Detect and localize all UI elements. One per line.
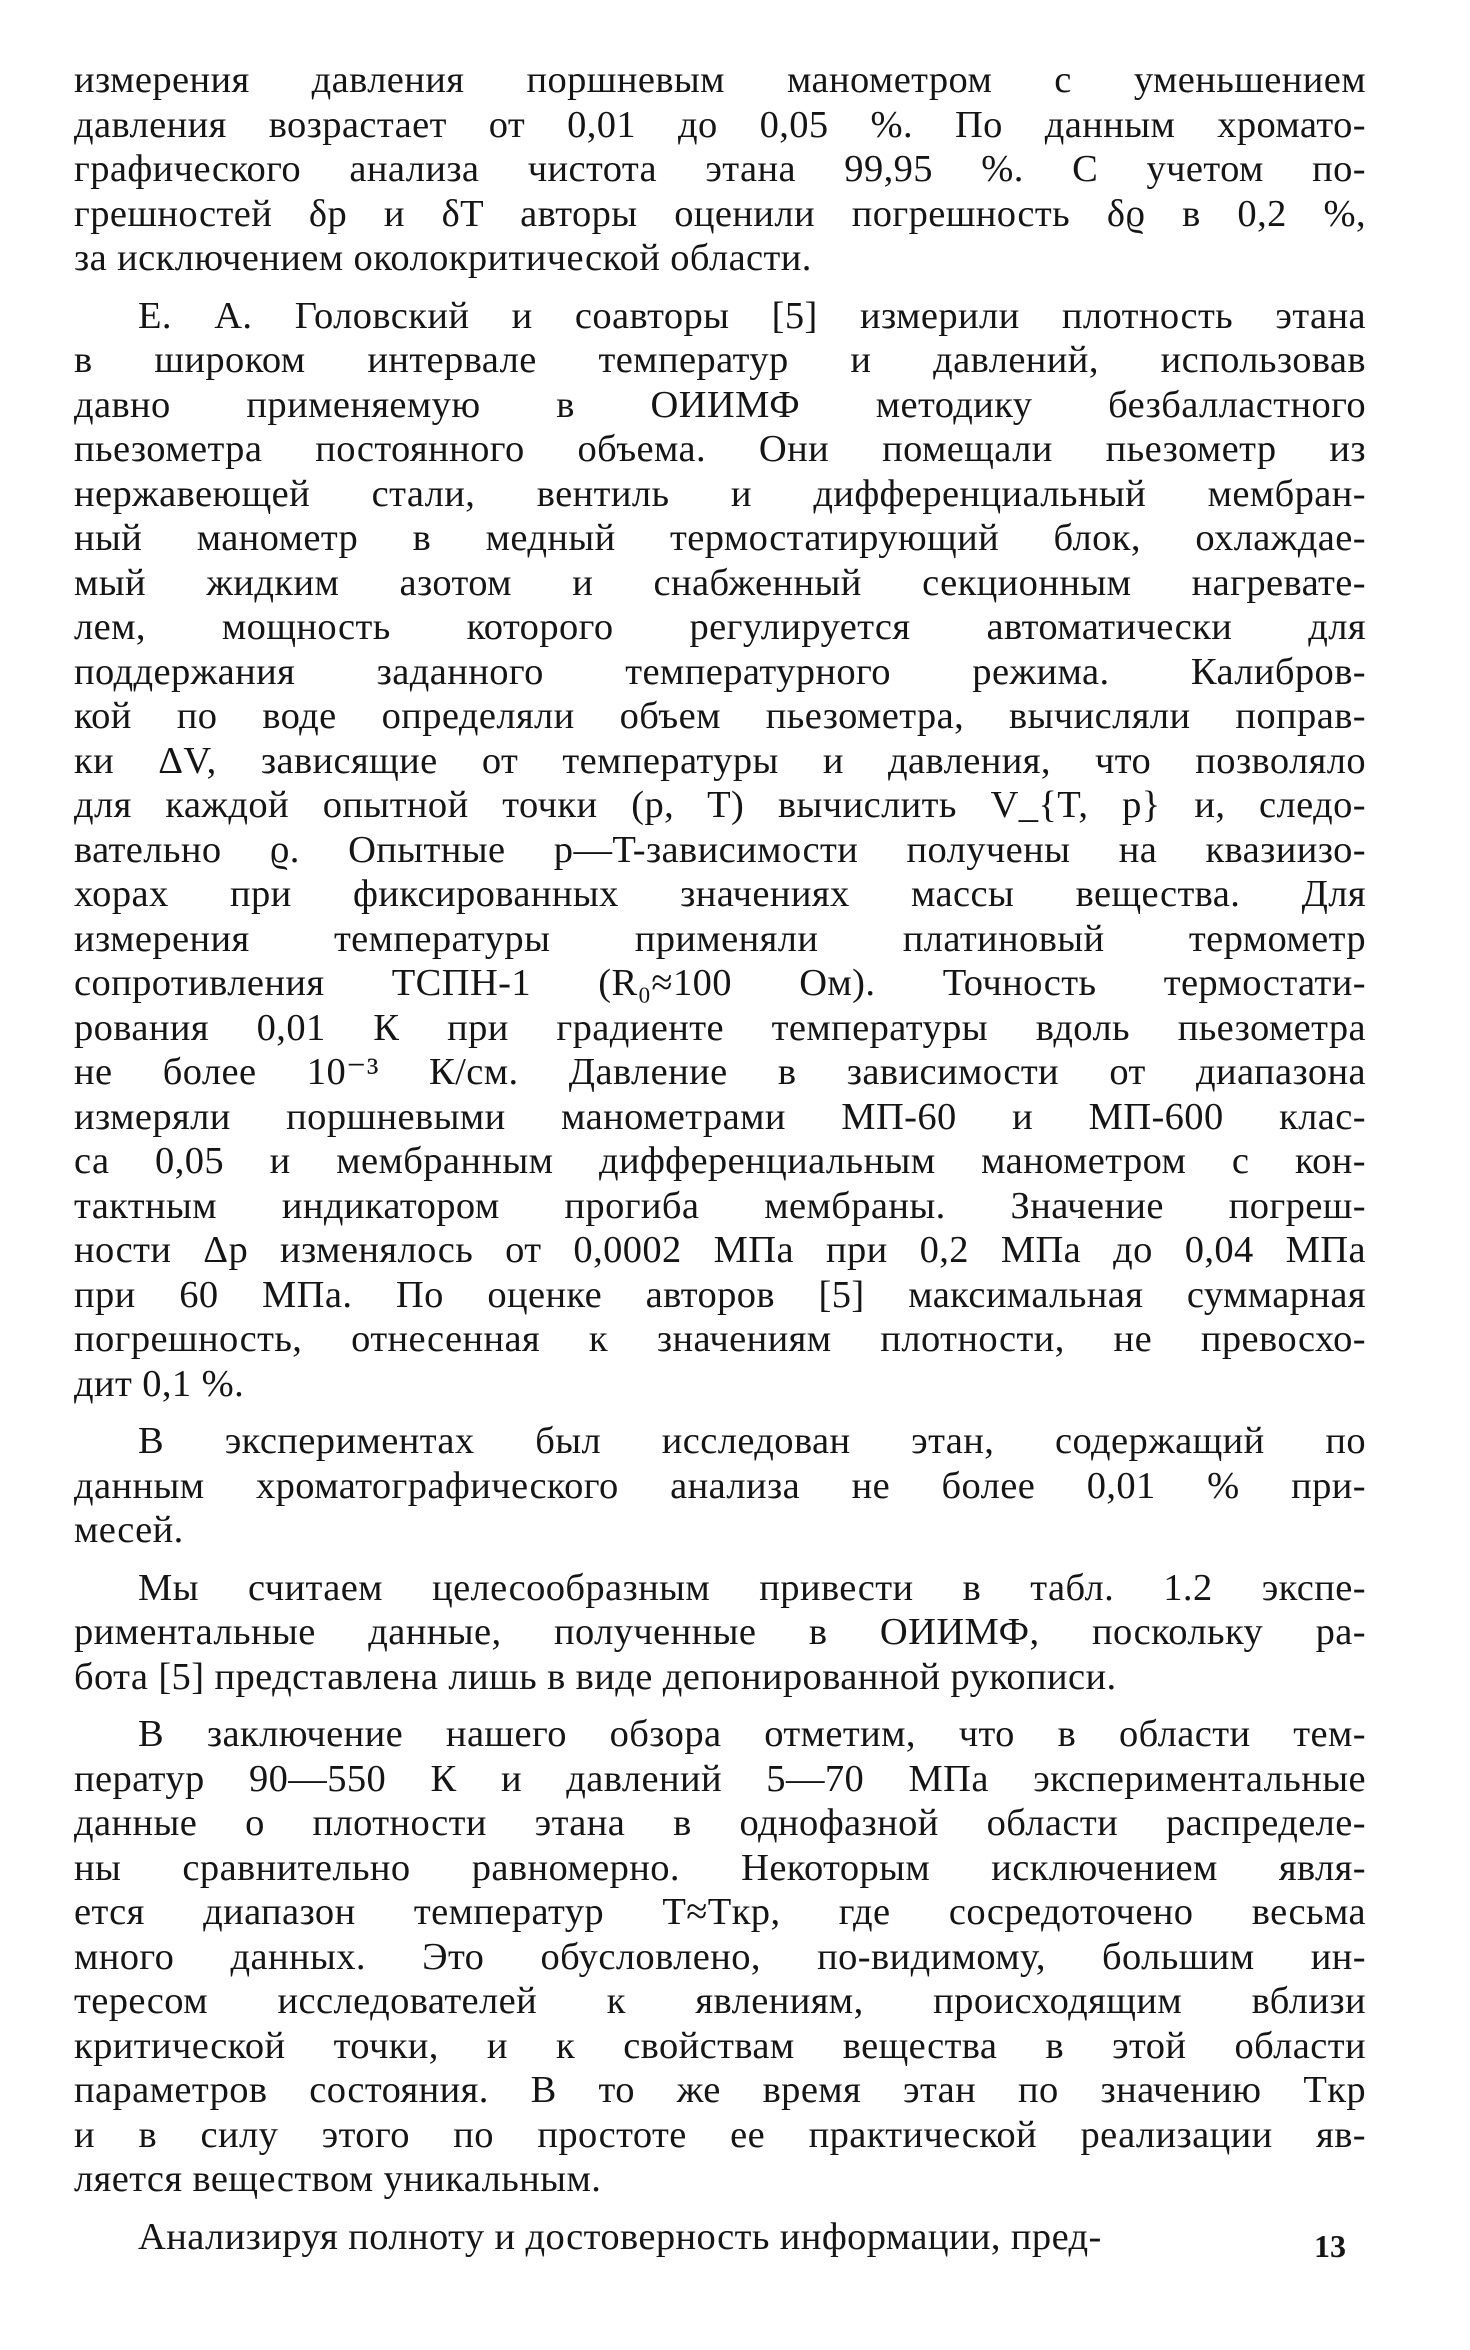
text-line: рования 0,01 К при градиенте температуры вдоль пьезометра	[74, 1006, 1366, 1049]
text-line: ляется веществом уникальным.	[74, 2158, 602, 2200]
text-line: са 0,05 и мембранным дифференциальным манометром с кон-	[74, 1140, 1366, 1182]
text-line: не более 10⁻³ К/см. Давление в зависимости от диапазона	[74, 1051, 1366, 1093]
text-line: сопротивления ТСПН-1 (R₀≈100 Ом). Точность термостати-	[74, 962, 1366, 1004]
paragraph	[74, 1566, 1366, 1700]
paragraph	[74, 1712, 1366, 2202]
text-line: Е. А. Головский и соавторы [5] измерили плотность этана	[138, 294, 1366, 337]
text-line: В экспериментах был исследован этан, содержащий по	[138, 1420, 1366, 1462]
paragraph	[74, 294, 1366, 1407]
text-line: вательно ϱ. Опытные p—T-зависимости получены на квазиизо-	[74, 828, 1366, 871]
text-line: для каждой опытной точки (p, T) вычислить V_{T, p} и, следо-	[74, 784, 1366, 826]
text-line: измерения температуры применяли платиновый термометр	[74, 917, 1366, 960]
text-line: измерения давления поршневым манометром с уменьшением	[74, 59, 1366, 101]
text-line: ператур 90—550 К и давлений 5—70 МПа экспериментальные	[74, 1757, 1366, 1800]
text-line: хорах при фиксированных значениях массы вещества. Для	[74, 873, 1366, 915]
text-line: при 60 МПа. По оценке авторов [5] максимальная суммарная	[74, 1273, 1366, 1316]
text-line: тактным индикатором прогиба мембраны. Значение погреш-	[74, 1184, 1366, 1227]
text-line: мый жидким азотом и снабженный секционным нагревате-	[74, 561, 1366, 604]
paragraph-gap	[74, 2202, 1366, 2215]
text-line: месей.	[74, 1509, 184, 1551]
page-number: 13	[1314, 2228, 1346, 2264]
paragraph-gap	[74, 1406, 1366, 1419]
text-line: В заключение нашего обзора отметим, что в области тем-	[138, 1713, 1366, 1755]
text-line: давления возрастает от 0,01 до 0,05 %. По данным хромато-	[74, 103, 1366, 146]
text-line: ный манометр в медный термостатирующий блок, охлаждае-	[74, 517, 1366, 559]
text-line: поддержания заданного температурного режима. Калибров-	[74, 650, 1366, 693]
text-line: и в силу этого по простоте ее практической реализации яв-	[74, 2113, 1366, 2156]
text-line: ется диапазон температур T≈Tкр, где сосредоточено весьма	[74, 1891, 1366, 1933]
text-line: ности Δp изменялось от 0,0002 МПа при 0,2 МПа до 0,04 МПа	[74, 1229, 1366, 1271]
paragraph	[74, 58, 1366, 281]
text-line: пьезометра постоянного объема. Они помещали пьезометр из	[74, 428, 1366, 470]
text-line: погрешность, отнесенная к значениям плотности, не превосхо-	[74, 1318, 1366, 1360]
text-line: ны сравнительно равномерно. Некоторым исключением явля-	[74, 1846, 1366, 1889]
text-line: данным хроматографического анализа не более 0,01 % при-	[74, 1464, 1366, 1507]
text-line: давно применяемую в ОИИМФ методику безбалластного	[74, 383, 1366, 426]
text-line: графического анализа чистота этана 99,95 %. С учетом по-	[74, 148, 1366, 190]
text-line: Мы считаем целесообразным привести в табл. 1.2 экспе-	[138, 1566, 1366, 1609]
text-line: лем, мощность которого регулируется автоматически для	[74, 606, 1366, 648]
text-line: нержавеющей стали, вентиль и дифференциальный мембран-	[74, 472, 1366, 515]
text-line: грешностей δp и δT авторы оценили погрешность δϱ в 0,2 %,	[74, 192, 1366, 235]
paragraph	[74, 1419, 1366, 1553]
text-line: риментальные данные, полученные в ОИИМФ, поскольку ра-	[74, 1611, 1366, 1653]
text-line: Анализируя полноту и достоверность информации, пред-	[138, 2215, 1102, 2258]
text-line: бота [5] представлена лишь в виде депонированной рукописи.	[74, 1655, 1117, 1698]
text-line: дит 0,1 %.	[74, 1362, 245, 1405]
paragraph-gap	[74, 281, 1366, 294]
text-line: критической точки, и к свойствам вещества в этой области	[74, 2024, 1366, 2067]
paragraph-gap	[74, 1553, 1366, 1566]
paragraph-gap	[74, 1699, 1366, 1712]
text-line: кой по воде определяли объем пьезометра, вычисляли поправ-	[74, 695, 1366, 737]
paragraph	[74, 2215, 1366, 2260]
page-body	[74, 58, 1366, 2259]
text-line: параметров состояния. В то же время этан по значению Tкр	[74, 2069, 1366, 2111]
text-line: в широком интервале температур и давлений, использовав	[74, 339, 1366, 381]
text-line: данные о плотности этана в однофазной области распределе-	[74, 1802, 1366, 1844]
text-line: измеряли поршневыми манометрами МП-60 и МП-600 клас-	[74, 1095, 1366, 1138]
text-line: много данных. Это обусловлено, по-видимому, большим ин-	[74, 1935, 1366, 1978]
text-line: ки ΔV, зависящие от температуры и давления, что позволяло	[74, 739, 1366, 782]
text-line: тересом исследователей к явлениям, происходящим вблизи	[74, 1980, 1366, 2022]
text-line: за исключением околокритической области.	[74, 237, 812, 279]
